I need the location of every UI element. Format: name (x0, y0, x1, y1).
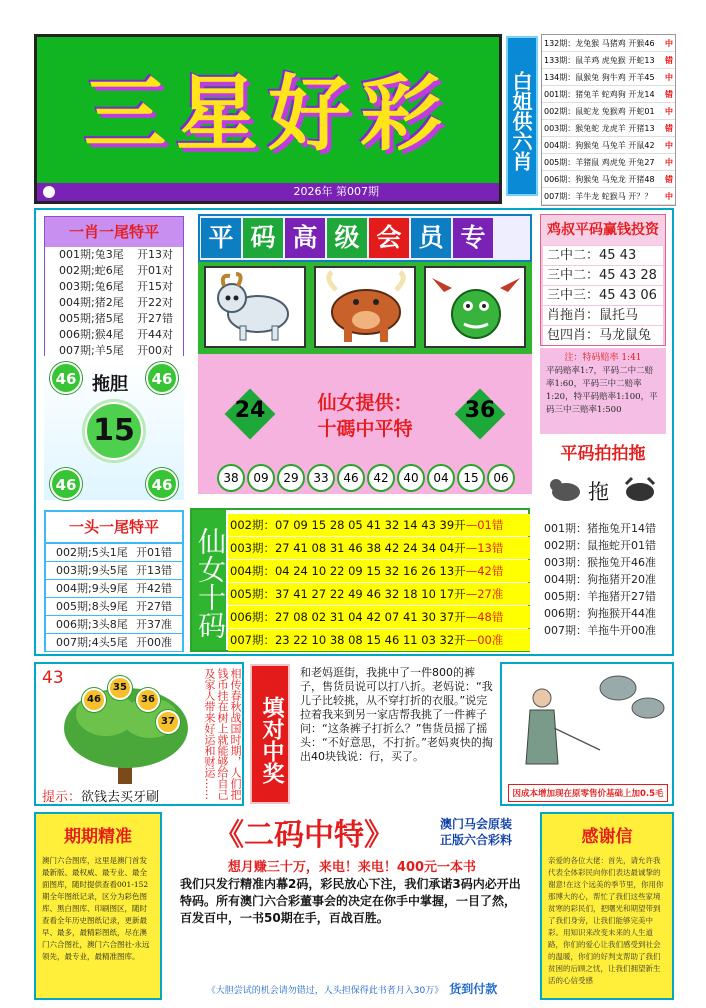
record-hit: 中 (665, 39, 673, 48)
row-result: 开13对 (137, 248, 173, 261)
number-ball: 42 (367, 464, 395, 492)
dragon-image (424, 266, 526, 348)
ten-balls (206, 464, 526, 492)
side-line-1: 澳门马会原装 (440, 817, 513, 831)
header-banner (34, 34, 502, 204)
coin-ball: 35 (108, 676, 132, 700)
row-result: —01错 (465, 518, 504, 532)
number-ball: 38 (217, 464, 245, 492)
panel-paipaituo (540, 440, 666, 512)
table-row (46, 562, 182, 579)
corner-ball: 46 (50, 468, 82, 500)
right-number: 36 (464, 398, 496, 423)
goat-image (204, 266, 306, 348)
row-result: 开00准 (136, 636, 172, 649)
row-result: 开13错 (136, 564, 172, 577)
ermazhongte-title: 《二码中特》 (214, 818, 394, 853)
table-row (45, 279, 183, 295)
corner-ball: 46 (50, 362, 82, 394)
record-row (542, 103, 675, 120)
tree-number: 43 (42, 668, 64, 688)
table-row (228, 537, 530, 559)
row-label: 005期;猪5尾 (59, 312, 124, 325)
fairy-text (270, 390, 460, 442)
record-text: 007期：羊牛龙 蛇猴马 开？？ (544, 192, 653, 201)
record-text: 001期：猪兔羊 蛇鸡狗 开龙14 (544, 90, 655, 99)
tree-tip-text: 欲钱去买牙刷 (81, 790, 160, 805)
record-text: 132期：龙兔猴 马猪鸡 开猴46 (544, 39, 655, 48)
number-ball: 15 (457, 464, 485, 492)
table-row (45, 343, 183, 359)
row-result: 开27错 (137, 312, 173, 325)
row-label: 004期;9头9尾 (56, 582, 128, 595)
goat-icon (548, 476, 584, 504)
table-row (228, 583, 530, 605)
tuo-label: 拖 (588, 480, 609, 504)
ox-icon (622, 476, 658, 504)
list-item: 006期：狗拖猴开44准 (544, 607, 656, 620)
row-label: 001期;兔3尾 (59, 248, 124, 261)
foot-pay: 货到付款 (449, 982, 498, 996)
title-char: 高 (285, 218, 325, 258)
row-result: 开01对 (137, 264, 173, 277)
row-result: 开37准 (136, 618, 172, 631)
record-row (542, 86, 675, 103)
record-row (542, 52, 675, 69)
row-codes: 003期：27 41 08 31 46 38 42 24 34 04开 (230, 541, 466, 555)
row-result: 开00对 (137, 344, 173, 357)
list-item: 001期：猪拖兔开14错 (544, 522, 656, 535)
row-result: —42错 (465, 564, 504, 578)
row-codes: 007期：23 22 10 38 08 15 46 11 03 32开 (230, 633, 466, 647)
row-result: —48错 (465, 610, 504, 624)
table-row (46, 634, 182, 651)
coin-ball: 37 (156, 710, 180, 734)
title-char: 会 (369, 218, 409, 258)
title-char: 级 (327, 218, 367, 258)
row-label: 007期;4头5尾 (56, 636, 128, 649)
row-codes: 006期：27 08 02 31 04 42 07 41 30 37开 (230, 610, 466, 624)
table-row (228, 606, 530, 628)
tree-poem: 相传春秋战国时期，人们把钱币挂在树上就能够给自己及家人带来好运和财运…… (203, 668, 242, 800)
number-ball: 40 (397, 464, 425, 492)
panel-yixiao-title: 一肖一尾特平 (45, 217, 183, 247)
list-item: 004期：狗拖猪开20准 (544, 573, 656, 586)
member-column-title (198, 214, 532, 262)
panel-ganxiexin-title: 感谢信 (581, 827, 633, 847)
title-char: 平 (201, 218, 241, 258)
side-tag: 白姐供六肖 (506, 36, 538, 196)
table-row (228, 514, 530, 536)
record-text: 002期：鼠蛇龙 兔猴鸡 开蛇01 (544, 107, 655, 116)
panel-paipaituo-records (540, 520, 666, 650)
list-item: 005期：羊拖猪开27错 (544, 590, 656, 603)
panel-qiqi-title: 期期精准 (64, 827, 132, 847)
record-row (542, 154, 675, 171)
number-ball: 29 (277, 464, 305, 492)
record-hit: 错 (665, 56, 673, 65)
table-row (46, 544, 182, 561)
panel-ganxiexin-text: 亲爱的各位大佬：首先，请允许我代表全体彩民向你们表达最诚挚的谢意!在这个远美的季节里，你用你那博大的心，帮忙了我们这些家境贫寒的彩民们，把曙光和期望带到了我们身旁，让我们能够完美中彩。用知识来改变未来的人生道路，你们的爱心让我们感受到社会的温暖，你们的好判支帮助了我们贫困的后顾之忧，让我们拥望新生活的心信受感 (548, 856, 664, 985)
table-row (45, 247, 183, 263)
row-label: 003期;兔6尾 (59, 280, 124, 293)
corner-ball: 46 (146, 362, 178, 394)
fairy-line-1: 仙女提供： (317, 392, 413, 414)
list-item: 肖拖肖：鼠托马 (543, 306, 663, 325)
story-tag: 填对中奖 (250, 664, 290, 804)
picture-panel (500, 662, 674, 806)
panel-tuodan (44, 360, 184, 500)
panel-yitou-title: 一头一尾特平 (46, 512, 182, 542)
row-label: 006期;猴4尾 (59, 328, 124, 341)
record-hit: 错 (665, 175, 673, 184)
list-item: 三中三：45 43 06 (543, 286, 663, 305)
title-char: 码 (243, 218, 283, 258)
odds-note-title: 注：特码赔率 1:41 (564, 353, 642, 363)
row-result: 开22对 (137, 296, 173, 309)
story-panel (250, 662, 498, 806)
ermazhongte-side (440, 816, 536, 848)
panel-paipaituo-title: 平码拍拍拖 (560, 444, 646, 464)
foot-text: 《大胆尝试的机会请勿错过，人头担保得此书者月入30万》 (206, 986, 444, 996)
row-result: 开15对 (137, 280, 173, 293)
ermazhongte-body: 我们只发行精准内幕2码，彩民放心下注，我们承诺3码内必开出特码。所有澳门六合彩董事会的决定在你手中掌握，一目了然，百发百中，一书50期在手，百战百胜。 (180, 877, 521, 925)
row-result: 开44对 (137, 328, 173, 341)
row-label: 005期;8头9尾 (56, 600, 128, 613)
row-label: 004期;猪2尾 (59, 296, 124, 309)
record-text: 005期：羊猪鼠 鸡虎兔 开兔27 (544, 158, 655, 167)
story-text: 和老妈逛街，我挑中了一件800的裤子，售货员说可以打八折。老妈说：“我儿子比较挑，从不穿打折的衣服。”说完拉着我来到另一家店帮我挑了一件裤子问：“这条裤子打折么？”售货员摇了摇头：“不好意思，不打折。”老妈爽快的掏出40块钱说：行，买了。 (300, 666, 493, 763)
row-label: 002期;5头1尾 (56, 546, 128, 559)
row-label: 003期;9头5尾 (56, 564, 128, 577)
row-label: 007期;羊5尾 (59, 344, 124, 357)
record-row (542, 171, 675, 188)
odds-note-body: 平码赔率1:7，平码二中二赔率1:60，平码三中二赔率1:20，特平码赔率1:100，平码三中三赔率1:500 (546, 366, 658, 415)
row-codes: 005期：37 41 27 22 49 46 32 18 10 17开 (230, 587, 466, 601)
record-hit: 中 (665, 107, 673, 116)
coin-ball: 36 (136, 688, 160, 712)
fairy-ten-tag: 仙女十码 (192, 510, 226, 650)
record-row (542, 137, 675, 154)
table-row (46, 616, 182, 633)
table-row (46, 580, 182, 597)
center-ball: 15 (85, 402, 143, 460)
side-line-2: 正版六合彩料 (440, 833, 513, 847)
row-result: 开01错 (136, 546, 172, 559)
money-tree-panel (34, 662, 244, 806)
picture-caption: 因成本增加现在原零售价基础上加0.5毛 (508, 784, 668, 802)
tree-tip (42, 786, 159, 805)
list-item: 三中二：45 43 28 (543, 266, 663, 285)
table-row (45, 311, 183, 327)
record-row (542, 120, 675, 137)
row-result: —13错 (465, 541, 504, 555)
ox-image (314, 266, 416, 348)
table-row (228, 629, 530, 651)
table-row (45, 295, 183, 311)
animal-strip (198, 262, 532, 354)
row-codes: 004期：04 24 10 22 09 15 32 16 26 13开 (230, 564, 466, 578)
panel-yitou (44, 510, 184, 652)
table-row (45, 263, 183, 279)
site-title: 三星好彩 (83, 66, 452, 162)
list-item: 包四肖：马龙鼠兔 (543, 326, 663, 345)
left-number: 24 (234, 398, 266, 423)
row-result: —27准 (465, 587, 504, 601)
record-row (542, 69, 675, 86)
row-label: 006期;3头8尾 (56, 618, 128, 631)
record-hit: 中 (665, 73, 673, 82)
fairy-ten-panel (190, 508, 530, 652)
record-hit: 错 (665, 90, 673, 99)
record-hit: 中 (665, 192, 673, 201)
list-item: 007期：羊拖牛开00准 (544, 624, 656, 637)
issue-bar: 2026年 第007期 (37, 183, 499, 201)
record-text: 004期：狗猴兔 马兔羊 开鼠42 (544, 141, 655, 150)
list-item: 二中二：45 43 (543, 246, 663, 265)
row-label: 002期;蛇6尾 (59, 264, 124, 277)
panel-jishu (540, 214, 666, 346)
panel-jishu-title: 鸡叔平码赢钱投资 (541, 215, 665, 245)
title-char: 员 (411, 218, 451, 258)
panel-qiqi-text: 澳门六合图库，这里是澳门首发最新版、最权威、最专业、最全面图库，随时提供查看001-152期全年图纸记录，区分为彩色图库、黑白图库、印刷图区，随时查看全年历史图纸记录，更新最早、最多，最精彩图纸，尽在澳门六合图社，澳门六合图社-永远领先，最专业，最精准图库。 (42, 856, 150, 961)
row-result: —00准 (465, 633, 504, 647)
record-row (542, 35, 675, 52)
row-codes: 002期：07 09 15 28 05 41 32 14 43 39开 (230, 518, 466, 532)
bar-dot-icon (43, 186, 55, 198)
list-item: 002期：鼠拖蛇开01错 (544, 539, 656, 552)
record-hit: 中 (665, 141, 673, 150)
record-text: 006期：狗猴兔 马兔龙 开猪48 (544, 175, 655, 184)
panel-ermazhongte (166, 812, 538, 1000)
record-text: 133期：鼠羊鸡 虎兔猴 开蛇13 (544, 56, 655, 65)
scholar-image (508, 668, 668, 780)
fairy-panel (198, 354, 532, 494)
tuodan-label: 拖胆 (92, 374, 128, 395)
corner-ball: 46 (146, 468, 178, 500)
record-list (541, 34, 676, 206)
record-text: 134期：鼠猴兔 狗牛鸡 开羊45 (544, 73, 655, 82)
table-row (45, 327, 183, 343)
number-ball: 06 (487, 464, 515, 492)
table-row (46, 598, 182, 615)
table-row (228, 560, 530, 582)
record-hit: 中 (665, 158, 673, 167)
record-text: 003期：猴兔蛇 龙虎羊 开猪13 (544, 124, 655, 133)
tree-tip-label: 提示： (42, 790, 82, 805)
number-ball: 46 (337, 464, 365, 492)
number-ball: 04 (427, 464, 455, 492)
list-item: 003期：猴拖兔开46准 (544, 556, 656, 569)
row-result: 开27错 (136, 600, 172, 613)
coin-ball: 46 (82, 688, 106, 712)
number-ball: 09 (247, 464, 275, 492)
row-result: 开42错 (136, 582, 172, 595)
fairy-line-2: 十碼中平特 (317, 418, 413, 440)
number-ball: 33 (307, 464, 335, 492)
ermazhongte-slogan: 想月赚三十万，来电！来电！400元一本书 (227, 860, 477, 875)
odds-note (540, 348, 666, 434)
panel-ganxiexin (540, 812, 674, 1000)
title-char: 专 (453, 218, 493, 258)
panel-yixiao (44, 216, 184, 356)
record-hit: 错 (665, 124, 673, 133)
record-row (542, 188, 675, 205)
ermazhongte-foot (170, 980, 534, 997)
panel-qiqi-jingzhun (34, 812, 162, 1000)
